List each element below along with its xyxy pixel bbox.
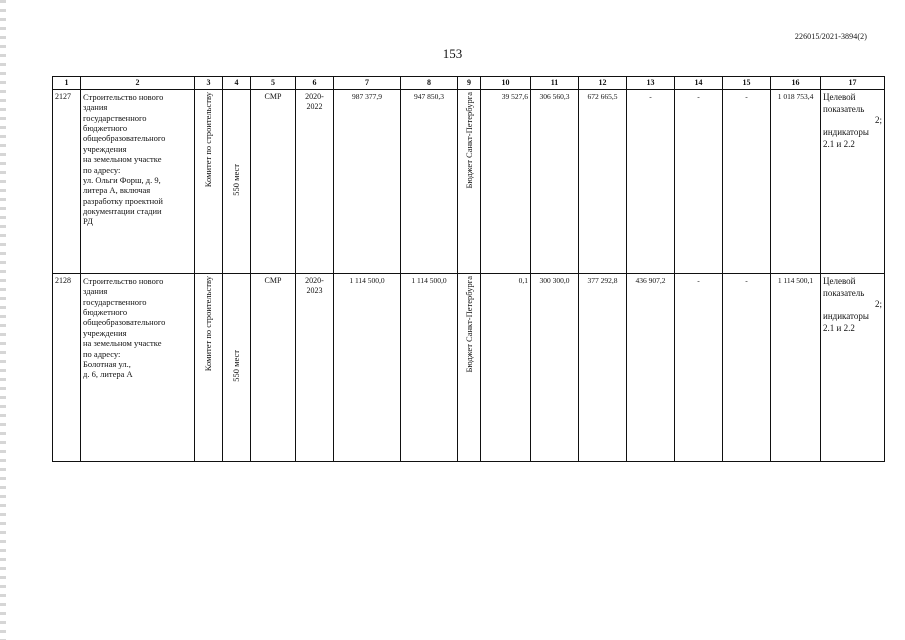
row-number: 2128 [53,274,81,462]
value-col-16: 1 018 753,4 [771,90,821,274]
scan-edge-mark [0,0,6,640]
limit-value: 1 114 500,0 [401,274,458,462]
document-id: 226015/2021-3894(2) [794,32,867,41]
value-col-15: - [723,274,771,462]
value-col-14: - [675,274,723,462]
customer-cell [195,90,223,274]
page-number: 153 [442,46,463,61]
value-col-11: 300 300,0 [531,274,579,462]
object-name: Строительство нового здания государственного бюджетного общеобразовательного учреждения на земельном участке по адресу: ул. Ольги Форш, д. 9, литера А, включая разработку проектной документации стадии РД [81,90,195,274]
table-row [53,90,885,274]
column-header: 4 [223,77,251,90]
period: 2020- 2022 [296,90,334,274]
column-header: 16 [771,77,821,90]
column-header: 5 [251,77,296,90]
column-header: 1 [53,77,81,90]
capacity-text: 550 мест [231,350,242,382]
value-col-15: - [723,90,771,274]
value-col-10: 39 527,6 [481,90,531,274]
work-type: СМР [251,90,296,274]
funding-source-cell [458,90,481,274]
value-col-10: 0,1 [481,274,531,462]
column-header: 6 [296,77,334,90]
funding-source-text: Бюджет Санкт-Петербурга [463,276,474,373]
funding-source-text: Бюджет Санкт-Петербурга [463,92,474,189]
table-row [53,274,885,462]
column-header: 17 [821,77,885,90]
column-header: 13 [627,77,675,90]
column-header: 2 [81,77,195,90]
value-col-12: 377 292,8 [579,274,627,462]
work-type: СМР [251,274,296,462]
capacity-cell [223,274,251,462]
value-col-13: - [627,90,675,274]
capacity-text: 550 мест [231,164,242,196]
column-header: 12 [579,77,627,90]
column-header: 14 [675,77,723,90]
capacity-cell [223,90,251,274]
value-col-16: 1 114 500,1 [771,274,821,462]
target-indicator: Целевой показатель 2; индикаторы 2.1 и 2.2 [821,274,885,462]
value-col-13: 436 907,2 [627,274,675,462]
customer-text: Комитет по строительству [203,276,214,372]
value-col-11: 306 560,3 [531,90,579,274]
column-header: 15 [723,77,771,90]
column-header: 11 [531,77,579,90]
customer-cell [195,274,223,462]
total-cost: 987 377,9 [334,90,401,274]
total-cost: 1 114 500,0 [334,274,401,462]
value-col-12: 672 665,5 [579,90,627,274]
row-number: 2127 [53,90,81,274]
column-header: 7 [334,77,401,90]
column-header: 3 [195,77,223,90]
column-header: 9 [458,77,481,90]
column-header: 10 [481,77,531,90]
period: 2020- 2023 [296,274,334,462]
column-header: 8 [401,77,458,90]
limit-value: 947 850,3 [401,90,458,274]
funding-source-cell [458,274,481,462]
table-header [53,77,885,90]
value-col-14: - [675,90,723,274]
target-indicator: Целевой показатель 2; индикаторы 2.1 и 2.2 [821,90,885,274]
register-table [52,76,885,462]
customer-text: Комитет по строительству [203,92,214,188]
object-name: Строительство нового здания государственного бюджетного общеобразовательного учреждения на земельном участке по адресу: Болотная ул., д. 6, литера А [81,274,195,462]
